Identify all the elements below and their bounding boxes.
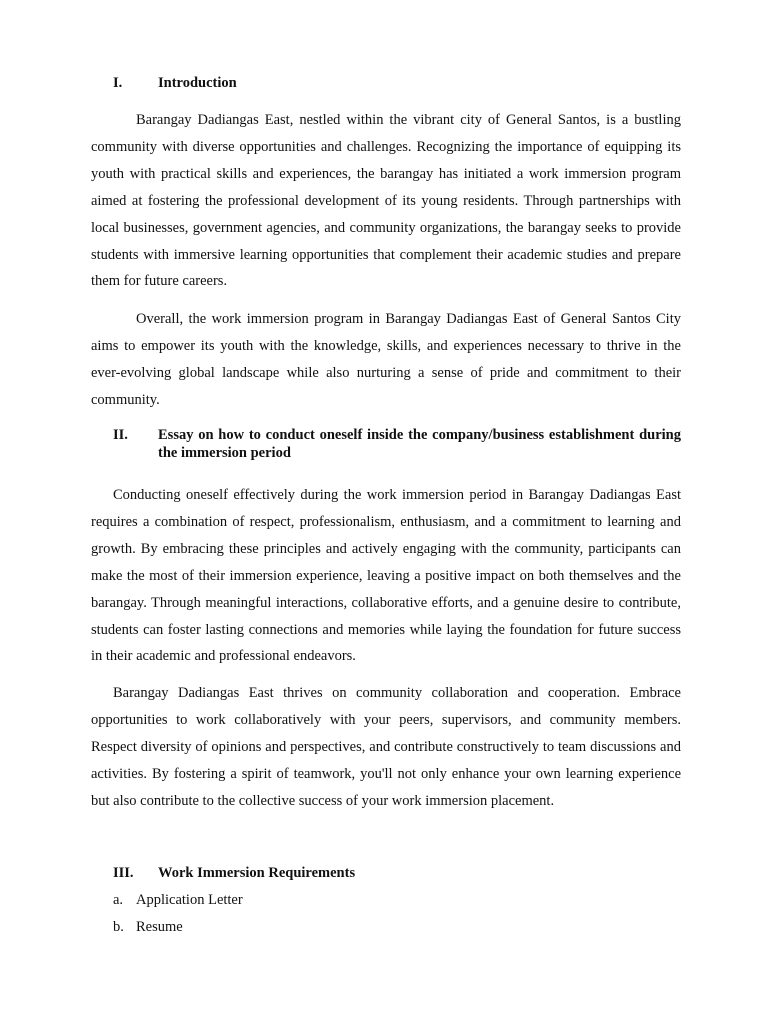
requirement-letter: b. [113,919,124,935]
section-title: Work Immersion Requirements [158,865,356,881]
section-number: I. [113,75,123,91]
paragraph-intro-1: Barangay Dadiangas East, nestled within the vibrant city of General Santos, is a bustling community with diverse opportunities and challenges. Recognizing the importance of equipping its youth with practical skills and experiences, the barangay has initiated a work immersion program aimed at fostering the professional development of its young residents. Through partnerships with local businesses, government agencies, and community organizations, the barangay seeks to provide students with immersive learning opportunities that complement their academic studies and prepare them for future careers. [91,112,681,290]
paragraph-essay-2: Barangay Dadiangas East thrives on community collaboration and cooperation. Embrace opportunities to work collaboratively with your peers, supervisors, and community members. Respect diversity of opinions and perspectives, and contribute constructively to team discussions and activities. By fostering a spirit of teamwork, you'll not only enhance your own learning experience but also contribute to the collective success of your work immersion placement. [91,685,681,809]
section-heading-essay [113,427,681,462]
requirement-item [113,919,183,936]
requirement-letter: a. [113,892,124,908]
requirement-label: Resume [136,919,183,935]
section-title: Introduction [158,75,237,91]
paragraph-essay-1: Conducting oneself effectively during the work immersion period in Barangay Dadiangas East requires a combination of respect, professionalism, enthusiasm, and a commitment to learning and growth. By embracing these principles and actively engaging with the community, participants can make the most of their immersion experience, leaving a positive impact on both themselves and the barangay. Through meaningful interactions, collaborative efforts, and a genuine desire to contribute, students can foster lasting connections and memories while laying the foundation for future success in their academic and professional endeavors. [91,487,681,665]
requirement-label: Application Letter [136,892,243,908]
section-heading-requirements [113,865,681,883]
section-number: II. [113,427,128,443]
paragraph-intro-2: Overall, the work immersion program in Barangay Dadiangas East of General Santos City aims to empower its youth with the knowledge, skills, and experiences necessary to thrive in the ever-evolving global landscape while also nurturing a sense of pride and commitment to their community. [91,311,681,408]
section-title: Essay on how to conduct oneself inside the company/business establishment during the immersion period [158,427,681,461]
requirement-item [113,892,243,909]
section-number: III. [113,865,134,881]
section-heading-introduction [113,75,681,93]
